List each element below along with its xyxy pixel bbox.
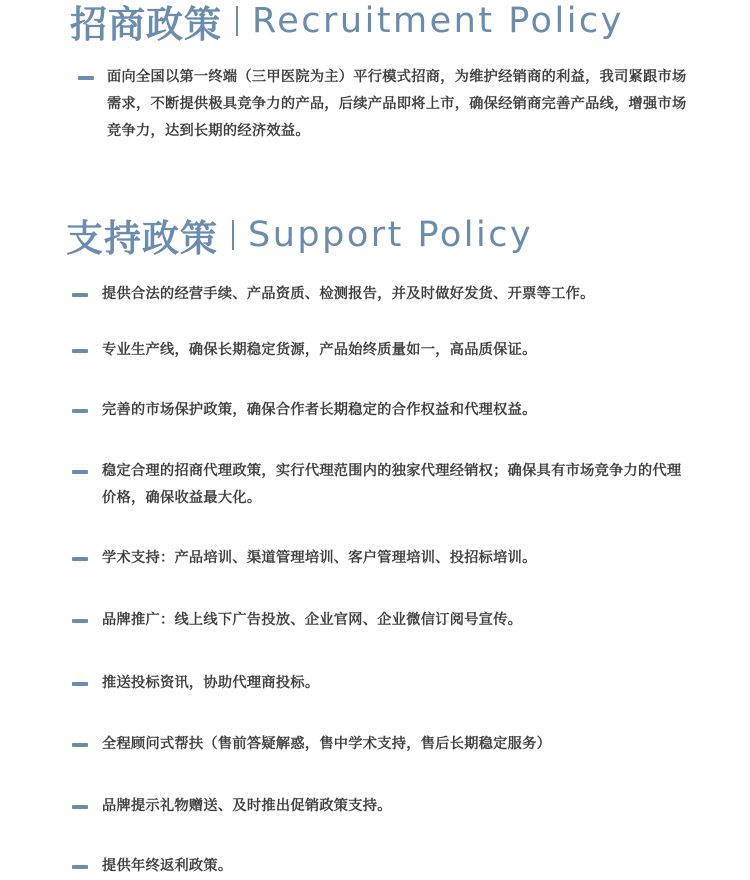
heading-divider xyxy=(236,6,238,36)
support-item-text: 全程顾问式帮扶（售前答疑解惑，售中学术支持，售后长期稳定服务） xyxy=(102,736,552,752)
recruitment-item-text: 面向全国以第一终端（三甲医院为主）平行模式招商，为维护经销商的利益，我司紧跟市场需求，不断提供极具竞争力的产品，后续产品即将上市，确保经销商完善产品线，增强市场竞争力，达到长期的经济效益。 xyxy=(107,69,687,139)
support-title-en: Support Policy xyxy=(248,215,534,255)
bullet-dash xyxy=(72,557,88,561)
support-item xyxy=(102,337,702,364)
recruitment-title-cn: 招商政策 xyxy=(70,3,222,46)
support-item-text: 完善的市场保护政策，确保合作者长期稳定的合作权益和代理权益。 xyxy=(102,402,537,418)
support-item xyxy=(102,731,702,758)
bullet-dash xyxy=(72,805,88,809)
bullet-dash xyxy=(78,76,94,80)
support-item-text: 提供合法的经营手续、产品资质、检测报告，并及时做好发货、开票等工作。 xyxy=(102,286,595,302)
support-title-cn: 支持政策 xyxy=(66,217,218,260)
bullet-dash xyxy=(72,409,88,413)
support-item xyxy=(102,607,702,634)
support-item-text: 品牌提示礼物赠送、及时推出促销政策支持。 xyxy=(102,798,392,814)
support-item xyxy=(102,670,702,697)
recruitment-title-en: Recruitment Policy xyxy=(252,1,624,41)
support-item-text: 稳定合理的招商代理政策，实行代理范围内的独家代理经销权；确保具有市场竞争力的代理价格，确保收益最大化。 xyxy=(102,463,682,506)
support-item-text: 专业生产线，确保长期稳定货源，产品始终质量如一，高品质保证。 xyxy=(102,342,537,358)
support-item xyxy=(102,793,702,820)
bullet-dash xyxy=(72,743,88,747)
support-item xyxy=(102,397,702,424)
bullet-dash xyxy=(72,470,88,474)
bullet-dash xyxy=(72,865,88,869)
support-item-text: 提供年终返利政策。 xyxy=(102,858,233,874)
support-heading xyxy=(66,213,534,260)
support-item-text: 品牌推广：线上线下广告投放、企业官网、企业微信订阅号宣传。 xyxy=(102,612,523,628)
bullet-dash xyxy=(72,619,88,623)
support-item xyxy=(102,281,702,308)
recruitment-heading xyxy=(70,0,624,46)
bullet-dash xyxy=(72,349,88,353)
support-item-text: 推送投标资讯，协助代理商投标。 xyxy=(102,675,320,691)
support-item xyxy=(102,545,702,572)
heading-divider xyxy=(232,220,234,250)
support-item xyxy=(102,458,694,512)
support-item-text: 学术支持：产品培训、渠道管理培训、客户管理培训、投招标培训。 xyxy=(102,550,537,566)
bullet-dash xyxy=(72,682,88,686)
support-item xyxy=(102,853,702,880)
recruitment-item xyxy=(107,64,697,145)
bullet-dash xyxy=(72,293,88,297)
